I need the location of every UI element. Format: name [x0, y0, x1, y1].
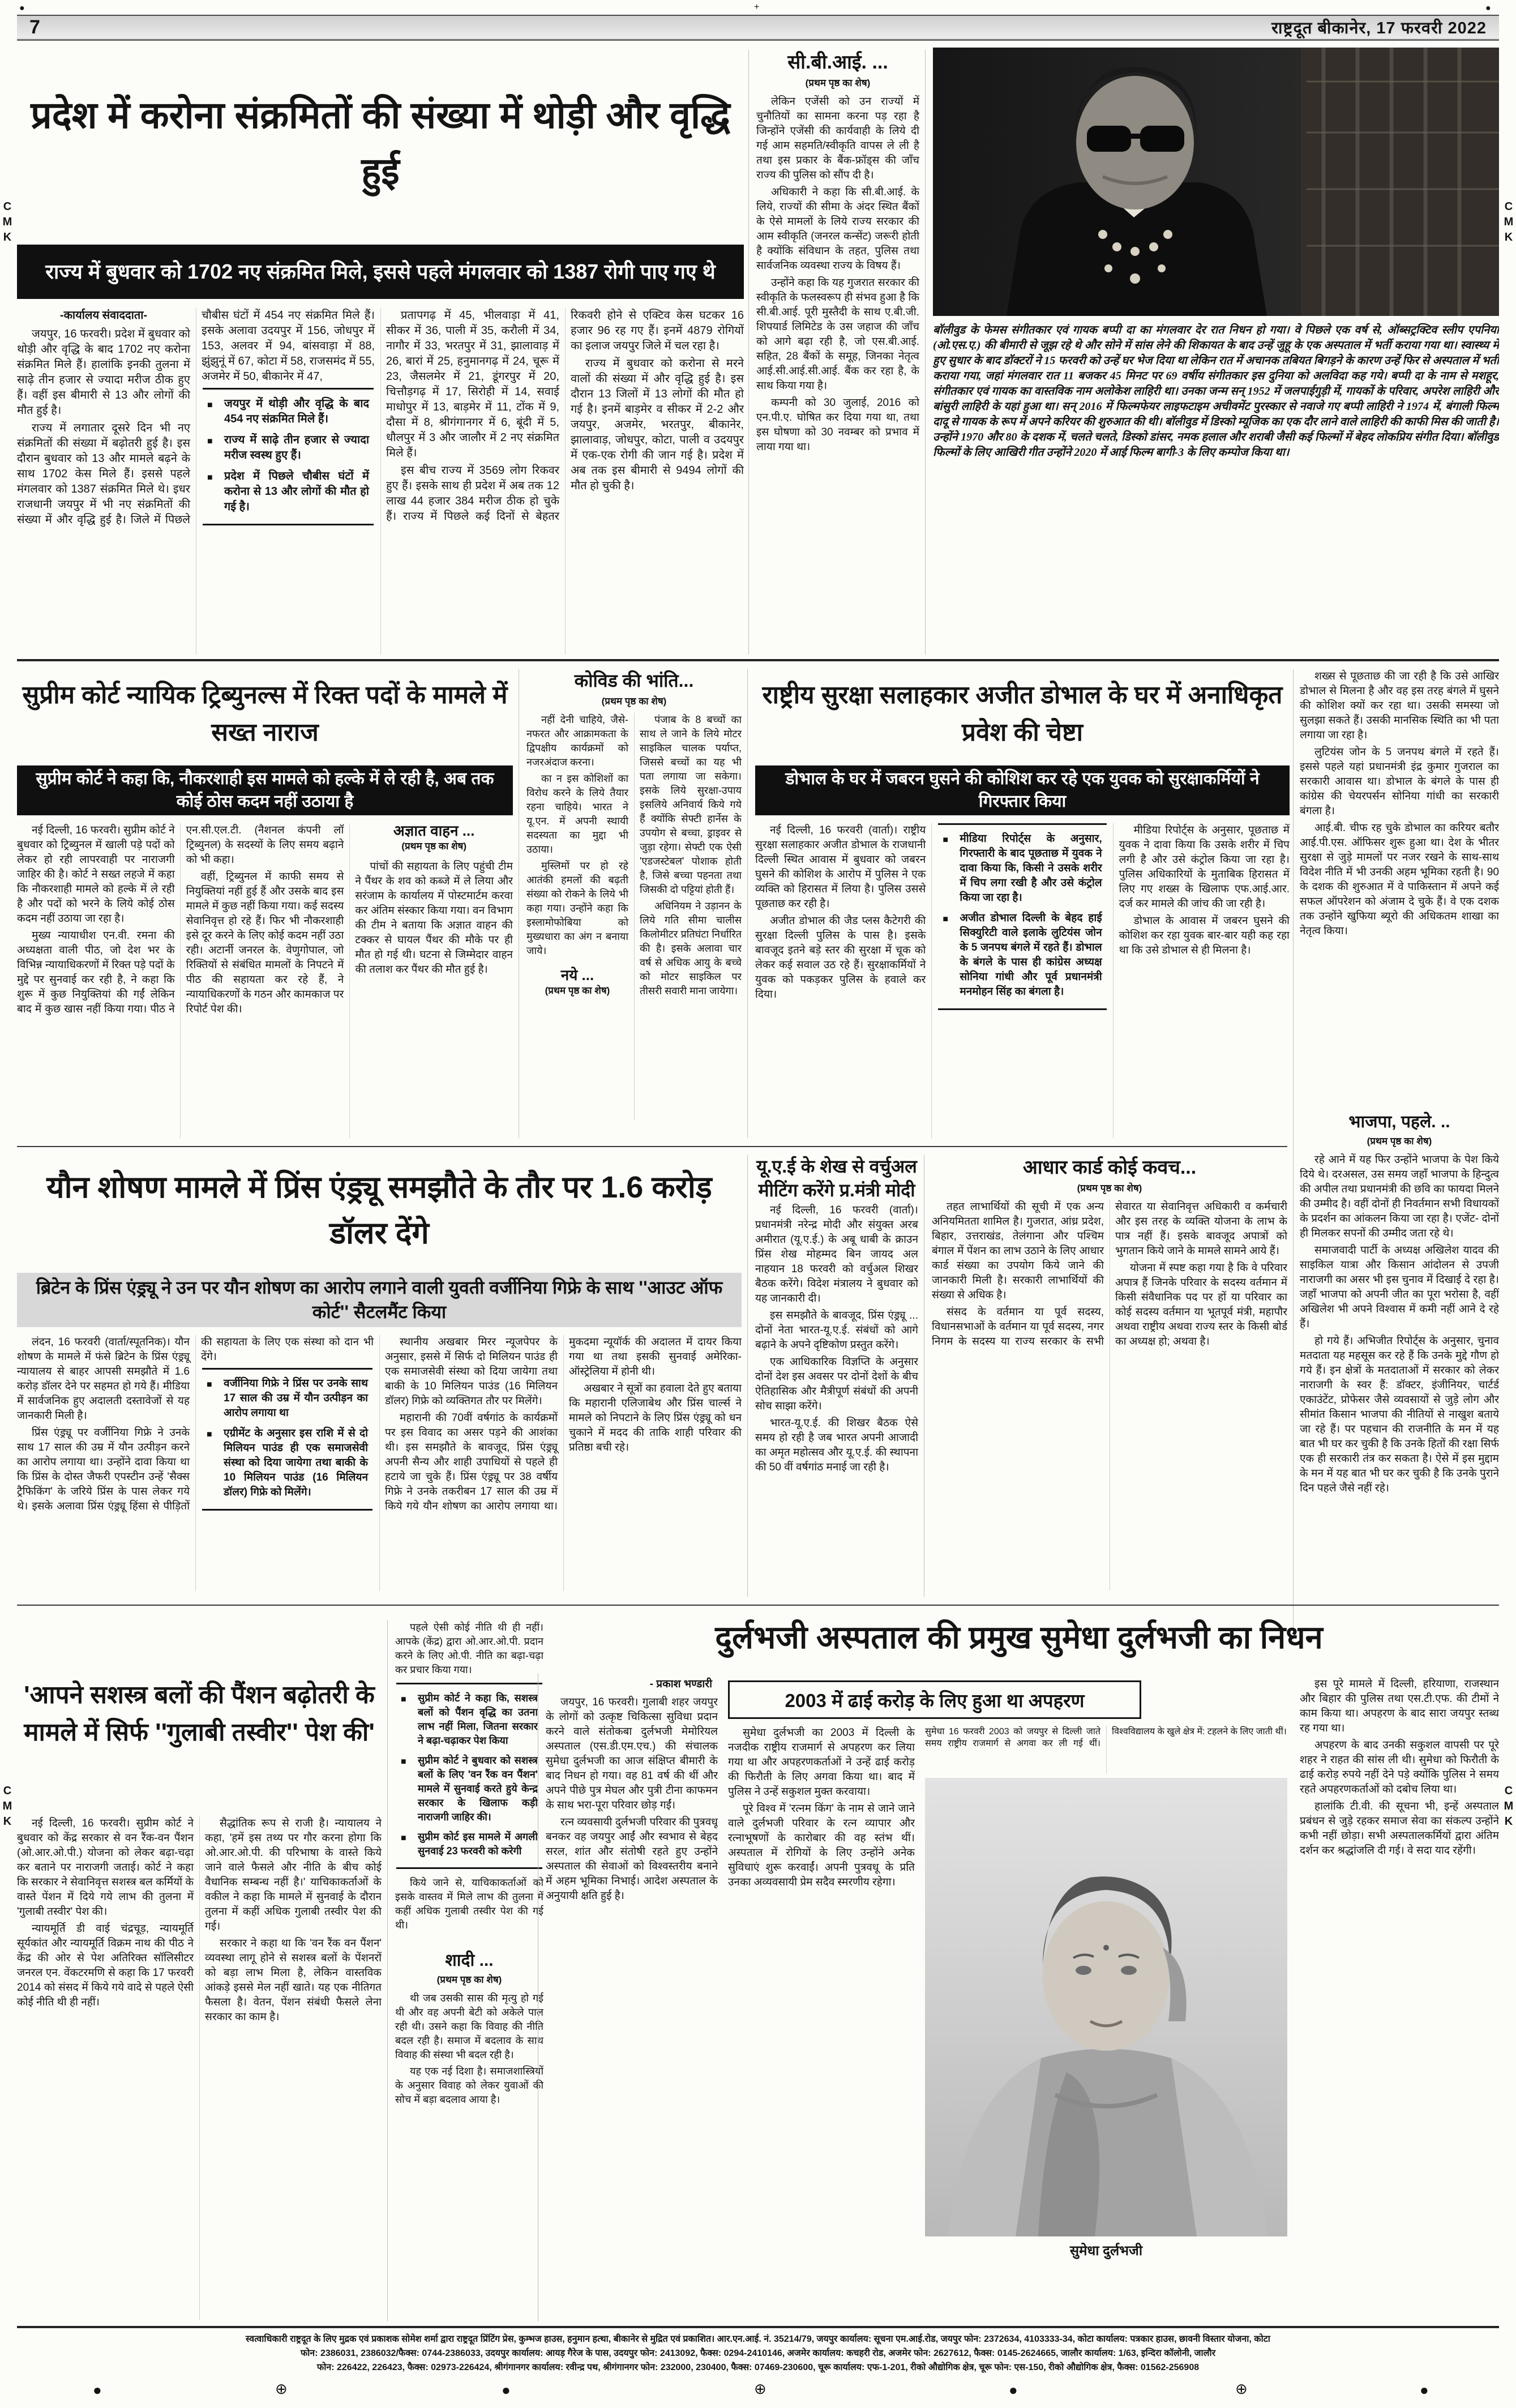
- page-header: [17, 15, 1499, 41]
- imprint-footer: [17, 2333, 1499, 2380]
- text-line: लुटियंस जोन के 5 जनपथ बंगले में रहते हैं। इससे पहले यहां प्रधानमंत्री इंद्र कुमार गुजराल का सरकारी आवास था। डोभाल के बंगले के पास ही कांग्रेस की चेयरपर्सन सोनिया गांधी का सरकारी बंगला है।: [1300, 746, 1499, 817]
- continued-from-page-one: (प्रथम पृष्ठ का शेष): [1367, 1136, 1432, 1147]
- article-aadhaar-title: आधार कार्ड कोई कवच...: [1022, 1157, 1197, 1178]
- registration-dot: ●: [502, 2381, 511, 2398]
- cmk-letter: M: [2, 216, 12, 228]
- text-line: रहे आने में यह फिर उन्होंने भाजपा के पेश किये दिये थे। दरअसल, उस समय जहाँ भाजपा के हिन्दुत्व की अपील तथा प्रधानमंत्री की छवि का फायदा मिलने की उम्मीद है। वहीं दोनों ही निवर्तमान सभी विधायकों के प्रदर्शन का आंकलन किया जा रहा है। एजेंट- दोनों ही मिलकर सपनों की उम्मीद जता रहे थे।: [1300, 1154, 1499, 1239]
- body-paragraphs: [1300, 669, 1499, 939]
- text-line: मीडिया रिपोर्ट्स के अनुसार, पूछताछ में युवक ने दावा किया कि उसके शरीर में चिप लगी है और उसे कंट्रोल किया जा रहा है। पुलिस अधिकारियों के मुताबिक हिरासत में लिए गए शख्स के खिलाफ एफ.आई.आर. दर्ज कर मामले की जांच की जा रही है।: [1119, 824, 1290, 910]
- article-tribunal-headline: सुप्रीम कोर्ट न्यायिक ट्रिब्युनल्स में रिक्त पदों के मामले में सख्त नाराज: [22, 681, 508, 746]
- article-tribunal-body: [17, 823, 513, 1138]
- highlight-bullet: ■ सुप्रीम कोर्ट इस मामले में अगली सुनवाई 23 फरवरी को करेगी: [401, 1830, 538, 1858]
- pension-side-column: [395, 1620, 543, 2321]
- article-covid-continuation: [526, 669, 742, 1138]
- cmk-mark-right-bottom: [1502, 1783, 1515, 1829]
- text-line: इस पूरे मामले में दिल्ली, हरियाणा, राजस्थान और बिहार की पुलिस तथा एस.टी.एफ. की टीमों ने काम किया था। अपहरण के बाद सारा जयपुर स्तब्ध रह गया था।: [1300, 1678, 1499, 1734]
- section-divider: [17, 1146, 1287, 1147]
- cmk-letter: K: [1504, 231, 1513, 243]
- text-line: लंदन, 16 फरवरी (वार्ता/स्पूतनिक)। यौन शोषण के मामले में फंसे ब्रिटेन के प्रिंस एंड्र्यू न्यायालय से बाहर आपसी समझौते में 1.6 करोड़ डॉलर देने पर सहमत हो गये हैं। मीडिया में सार्वजनिक हुए अदालती दस्तावेजों से यह जानकारी मिली है।: [17, 1336, 190, 1422]
- sumedha-durlabhji-photo: [925, 1778, 1287, 2236]
- text-line: डोभाल के आवास में जबरन घुसने की कोशिश कर रहा युवक बार-बार यही कह रहा था कि उसे डोभाल से ही मिलना है।: [1119, 915, 1290, 956]
- bappi-lahiri-photo: [933, 48, 1499, 316]
- text-line: राज्य में लगातार दूसरे दिन भी नए संक्रमितों की संख्या में बढ़ोतरी हुई है। इस दौरान बुधवार को 13 और मामले बढ़ने के साथ 1702 केस मिले हैं। इससे पहले मंगलवार को 1387 संक्रमित मिले थे। इधर राजधानी जयपुर में भी नए संक्रमितों की संख्या में और वृद्धि हुई है। जिले में पिछले चौबीस घंटों में 454 नए संक्रमित मिले हैं। इसके अलावा उदयपुर में 156, जोधपुर में 153, अलवर में 94, बांसवाड़ा में 88, झुंझुनूं में 67, कोटा में 58, राजसमंद में 55, अजमेर में 50, बीकानेर में 47,: [17, 309, 375, 526]
- text-line: न्यायमूर्ति डी वाई चंद्रचूड़, न्यायमूर्ति सूर्यकांत और न्यायमूर्ति विक्रम नाथ की पीठ ने केंद्र की ओर से पेश अतिरिक्त सॉलिसीटर जनरल एन. वेंकटरमणि से कहा कि 17 फरवरी 2014 को संसद में किये गये वादे से पहले ऐसी कोई नीति थी ही नहीं।: [17, 1923, 194, 2008]
- article-andrew-sub head: ब्रिटेन के प्रिंस एंड्र्यू ने उन पर यौन शोषण का आरोप लगाने वाली युवती वर्जीनिया गिफ्रे के साथ ''आउट ऑफ कोर्ट'' सैटलमैंट किया: [17, 1273, 742, 1327]
- article-cbi-title: सी.बी.आई. ...: [787, 52, 888, 73]
- registration-target: ⊕: [1235, 2380, 1248, 2397]
- imprint-line: फोन: 226422, 226423, फैक्स: 02973-226424, श्रीगंगानगर कार्यालय: रवीन्द्र पथ, श्रीगंगानगर फोन: 232000, 230400, फैक्स: 07469-230600, चूरू कार्यालय: एफ-1-201, रीको औद्योगिक क्षेत्र, चूरू फोन: एस-150, रीको औद्योगिक क्षेत्र, फैक्स: 01562-256908: [316, 2363, 1200, 2372]
- body-paragraphs: [17, 1816, 382, 2025]
- continued-from-page-one: (प्रथम पृष्ठ का शेष): [401, 841, 466, 852]
- page-number: 7: [29, 16, 40, 38]
- text-line: स्थानीय अखबार मिरर न्यूजपेपर के अनुसार, इससे में सिर्फ दो मिलियन पाउंड ही एक समाजसेवी संस्था को दिया जायेगा तथा बाकी के 10 मिलियन पाउंड (16 मिलियन डॉलर) गिफ्रे को व्यक्तिगत तौर पर मिलेंगे।: [385, 1336, 558, 1407]
- highlight-bullet: ■ एग्रीमेंट के अनुसार इस राशि में से दो मिलियन पाउंड ही एक समाजसेवी संस्था को दिया जायेगा तथा बाकी के 10 मिलियन पाउंड (16 मिलियन डॉलर) गिफ्रे को मिलेंगे।: [207, 1426, 368, 1500]
- cmk-letter: M: [1504, 216, 1514, 228]
- text-line: हो गये हैं। अभिजीत रिपोर्ट्स के अनुसार, चुनाव मतदाता यह महसूस कर रहे हैं कि उनके मुद्दे गौण हो गये हैं। इन क्षेत्रों के मतदाताओं में सरकार को लेकर नाराजगी के स्वर हैं: डॉक्टर, इंजीनियर, चार्टर्ड एकाउंटेंट, प्रोफेसर जैसे व्यवसायों से जुड़े लोग और सीमांत किसान भाजपा की नीतियों से नाखुश बताये जा रहे हैं। पर पहचान की राजनीति के मन में यह बात भी घर कर चुकी है कि उनके हितों की रक्षा सिर्फ एक ही सरकारी तंत्र कर सकता है। ऐसे में इस मुद्दाम के मन में यह बात भी घर कर चुकी है कि उनके पुराने दिन पहले जैसे नहीं रहे।: [1300, 1335, 1499, 1494]
- article-covid-title: कोविड की भांति...: [574, 670, 694, 691]
- cmk-letter: C: [3, 1785, 12, 1797]
- cmk-letter: C: [1504, 200, 1513, 213]
- registration-dot: ●: [93, 2381, 102, 2398]
- article-unknown-vehicle-title: अज्ञात वाहन ...: [393, 823, 475, 839]
- article-shaadi-title: शादी ...: [445, 1951, 494, 1970]
- text-line: अखबार ने सूत्रों का हवाला देते हुए बताया कि महारानी एलिजाबेथ और प्रिंस चार्ल्स ने मामले को निपटाने के लिए प्रिंस एंड्र्यू को धन चुकाने में मदद की ताकि शाही परिवार की प्रतिष्ठा बची रहे।: [569, 1383, 742, 1453]
- cmk-letter: C: [1504, 1785, 1513, 1797]
- highlights-box: [396, 1683, 542, 1869]
- text-line: तहत लाभार्थियों की सूची में एक अन्य अनियमितता शामिल है। गुजरात, आंध्र प्रदेश, बिहार, उत्तराखंड, तेलंगाना और पश्चिम बंगाल में पेंशन का लाभ उठाने के लिए आधार कार्ड संख्या का उपयोग किये जाने की जानकारी मिली है। सरकारी लाभार्थियों की संख्या से अधिक है।: [932, 1201, 1104, 1302]
- text-line: जयपुर, 16 फरवरी। प्रदेश में बुधवार को थोड़ी और वृद्धि के बाद 1702 नए करोना संक्रमित मिले हैं। हालांकि इनकी तुलना में साढ़े तीन हजार से ज्यादा मरीज ठीक हुए हैं। वहीं इस बीमारी से 13 और लोगों की मौत हुई है।: [17, 328, 190, 417]
- bappi-lahiri-photo-art: [933, 48, 1499, 316]
- registration-cross: +: [754, 2, 760, 12]
- bappi-lahiri-caption: बॉलीवुड के फेमस संगीतकार एवं गायक बप्पी दा का मंगलवार देर रात निधन हो गया। वे पिछले एक वर्ष से, ऑब्सट्रक्टिव स्लीप एपनिया (ओ.एस.ए.) की बीमारी से जूझ रहे थे और सोने में सांस लेने की शिकायत के बाद उन्हें जुहू के एक अस्पताल में भर्ती कराया गया था। स्वास्थ्य में हुए सुधार के बाद डॉक्टरों ने 15 फरवरी को उन्हें घर भेज दिया था लेकिन रात में अचानक तबियत बिगड़ने के कारण उन्हें फिर से अस्पताल में भर्ती कराया गया, जहां मंगलवार रात 11 बजकर 45 मिनट पर 69 वर्षीय संगीतकार इस दुनिया को अलविदा कह गये। बप्पी दा के नाम से मशहूर, संगीतकार एवं गायक का वास्तविक नाम अलोकेश लाहिरी था। उनका जन्म सन् 1952 में जलपाईगुड़ी में, गायकों के परिवार, अपरेश लाहिरी और बांसुरी लाहिरी के यहां हुआ था। सन् 2016 में फिल्मफेयर लाइफटाइम अचीवमेंट पुरस्कार से नवाजे गए बप्पी लाहिरी ने 1974 में, बंगाली फिल्म दादू से गायक के रूप में अपने करियर की शुरुआत की थी। बॉलीवुड में डिस्को म्यूजिक का एक दौर लाने वाले लाहिरी की काफी मिस की जाती है। उन्होंने 1970 और 80 के दशक में, चलते चलते, डिस्को डांसर, नमक हलाल और शराबी जैसी कई फिल्मों में बेहद लोकप्रिय संगीत दिया। बॉलीवुड फिल्मों के लिए आखिरी गीत उन्होंने 2020 में आई फिल्म बागी-3 के लिए कम्पोज किया था।: [933, 324, 1499, 459]
- highlight-bullet: ■ प्रदेश में पिछले चौबीस घंटों में करोना से 13 और लोगों की मौत हो गई है।: [207, 469, 369, 515]
- highlights-box: [938, 823, 1106, 1010]
- text-line: मुख्य न्यायाधीश एन.वी. रमना की अध्यक्षता वाली पीठ, जो देश भर के विभिन्न न्यायाधिकरणों में रिक्त पड़े पदों के मुद्दे पर सुनवाई कर रही है, ने कहा कि शुरू में कुछ नियुक्तियां की गईं लेकिन बाद में कुछ खास नहीं किया गया। पीठ ने एन.सी.एल.टी. (नैशनल कंपनी लॉ ट्रिब्युनल) के सदस्यों के लिए समय बढ़ाने को भी कहा।: [17, 824, 344, 1015]
- column-rule: [748, 50, 749, 655]
- text-line: अपहरण के बाद उनकी सकुशल वापसी पर पूरे शहर ने राहत की सांस ली थी। सुमेधा को फिरौती के ढाई करोड़ रुपये नहीं देने पड़े क्योंकि पुलिस ने समय रहते अपहरणकर्ताओं को दबोच लिया था।: [1300, 1739, 1499, 1795]
- body-paragraphs: [385, 1335, 742, 1514]
- article-durlabhji-photo-strip-text: [925, 1726, 1287, 1773]
- body-paragraphs: [932, 1200, 1287, 1590]
- text-line: सैद्धांतिक रूप से राजी है। न्यायालय ने कहा, 'हमें इस तथ्य पर गौर करना होगा कि ओ.आर.ओ.पी. की परिभाषा के वास्ते किये जाने वाले फैसले और नीति के बीच कोई वैधानिक सम्बन्ध नहीं है।' याचिकाकर्ताओं के वकील ने कहा कि मामले में सुनवाई के दौरान तुलना में कहीं अधिक गुलाबी तस्वीर पेश की गई।: [205, 1817, 382, 1932]
- highlights-box: [203, 388, 374, 525]
- body-paragraphs: [386, 308, 744, 528]
- text-line: प्रिंस एंड्र्यू पर वर्जीनिया गिफ्रे ने उनके साथ 17 साल की उम्र में यौन उत्पीड़न करने का आरोप लगाया था। उन्होंने दावा किया था कि प्रिंस के दोस्त जैफरी एपस्टीन उन्हें 'सैक्स ट्रैफिकिंग' के जरिये प्रिंस के पास लेकर गये थे। इसके अलावा प्रिंस एंड्र्यू हिंसा से पीड़ितों की सहायता के लिए एक संस्था को दान भी देंगे।: [17, 1336, 374, 1512]
- article-cbi-continuation: [756, 50, 919, 655]
- body-paragraphs: [395, 1991, 543, 2109]
- cmk-mark-left-bottom: [1, 1783, 14, 1829]
- text-line: भारत-यू.ए.ई. की शिखर बैठक ऐसे समय हो रही है जब भारत अपनी आजादी का अमृत महोत्सव और यू.ए.ई. की स्थापना की 50 वीं वर्षगांठ मनाई जा रही है।: [755, 1417, 918, 1474]
- text-line: योजना में स्पष्ट कहा गया है कि वे परिवार अपात्र हैं जिनके परिवार के सदस्य वर्तमान में किसी संवैधानिक पद पर हों या परिवार का कोई सदस्य वर्तमान या भूतपूर्व मंत्री, महापौर अथवा राष्ट्रीय अथवा राज्य स्तर के किसी बोर्ड का अध्यक्ष हो; अथवा है।: [1115, 1262, 1287, 1348]
- article-doval-right-column: [1300, 669, 1499, 1103]
- text-line: सुमेधा दुर्लभजी का 2003 में दिल्ली के नजदीक राष्ट्रीय राजमार्ग से अपहरण कर लिया गया था और अपहरणकर्ताओं ने उन्हें ढाई करोड़ की फिरौती के लिए अगवा किया था। बाद में पुलिस ने उन्हें सकुशल मुक्त करवाया।: [728, 1727, 915, 1798]
- article-doval-headline: राष्ट्रीय सुरक्षा सलाहकार अजीत डोभाल के घर में अनाधिकृत प्रवेश की चेष्टा: [762, 681, 1283, 746]
- text-line: जयपुर, 16 फरवरी। गुलाबी शहर जयपुर के लोगों को उत्कृष्ट चिकित्सा सुविधा प्रदान करने वाले संतोकबा दुर्लभजी मेमोरियल अस्पताल (एस.डी.एम.एच.) की संचालक सुमेधा दुर्लभजी का आज संक्षिप्त बीमारी के बाद निधन हो गया। वह 81 वर्ष की थीं और अपने पीछे पुत्र मेघल और पुत्री टीना काफमन के साथ भरा-पूरा परिवार छोड़ गईं।: [546, 1696, 718, 1811]
- masthead: राष्ट्रदूत बीकानेर, 17 फरवरी 2022: [1271, 19, 1487, 37]
- cmk-letter: M: [2, 1800, 12, 1812]
- cmk-letter: K: [1504, 1815, 1513, 1828]
- article-corona-body: [17, 308, 744, 655]
- highlight-bullet: ■ सुप्रीम कोर्ट ने कहा कि, सशस्त्र बलों को पैंशन वृद्धि का उतना लाभ नहीं मिला, जितना सरकार ने बढ़ा-चढ़ाकर पेश किया: [401, 1691, 538, 1748]
- registration-dot: ●: [1485, 3, 1491, 13]
- section-divider: [17, 1605, 1499, 1606]
- text-line: प्रतापगढ़ में 45, भीलवाड़ा में 41, सीकर में 36, पाली में 35, करौली में 34, नागौर में 33, भरतपुर में 31, झालावाड़ में 26, बारां में 25, हनुमानगढ़ में 24, चूरू में 23, जैसलमेर में 21, डूंगरपुर में 20, चित्तौड़गढ़ में 17, सिरोही में 14, सवाई माधोपुर में 13, बाड़मेर में 11, टोंक में 9, दौसा में 8, श्रीगंगानगर में 6, बूंदी में 5, धौलपुर में 3 और जालौर में 2 नए संक्रमित मिले हैं।: [386, 309, 559, 459]
- body-paragraphs: [1300, 1153, 1499, 1498]
- article-durlabhji-col2: [728, 1726, 915, 2320]
- article-aadhaar-continuation: [932, 1155, 1287, 1597]
- article-corona-headline: प्रदेश में करोना संक्रमितों की संख्या में थोड़ी और वृद्धि हुई: [31, 94, 730, 192]
- body-paragraphs: [1300, 1677, 1499, 1858]
- article-doval-body: [755, 823, 1290, 1138]
- text-line: नई दिल्ली, 16 फरवरी (वार्ता)। प्रधानमंत्री नरेन्द्र मोदी और संयुक्त अरब अमीरात (यू.ए.ई.) के अबू धाबी के क्राउन प्रिंस शेख मोहम्मद बिन जायद अल नाहयान 18 फरवरी को वर्चुअल शिखर बैठक करेंगे। विदेश मंत्रालय ने बुधवार को यह जानकारी दी।: [755, 1204, 918, 1305]
- continued-from-page-one: (प्रथम पृष्ठ का शेष): [601, 695, 667, 707]
- article-durlabhji-col1: [546, 1677, 718, 2320]
- article-naye-title: नये ...: [560, 966, 594, 983]
- text-line: मुस्लिमों पर हो रहे आतंकी हमलों की बढ़ती संख्या को रोकने के लिये भी कहा गया। उन्होंने कहा कि इस्लामोफोबिया को मुख्यधारा का अंग न बनाया जाये।: [526, 859, 628, 956]
- text-line: महारानी की 70वीं वर्षगांठ के कार्यक्रमों पर इस विवाद का असर पड़ने की आशंका थी। इस समझौते के बावजूद, प्रिंस एंड्र्यू अपनी सैन्य और शाही उपाधियों से पहले ही हटाये जा चुके हैं। प्रिंस एंड्र्यू पर 38 वर्षीय गिफ्रे ने उनके तकरीबन 17 साल की उम्र में किये गये यौन शोषण का आरोप लगाया था। मुकदमा न्यूयॉर्क की अदालत में दायर किया गया था तथा इसकी सुनवाई अमेरिका-ऑस्ट्रेलिया में होनी थी।: [385, 1336, 742, 1512]
- imprint-line: स्वत्वाधिकारी राष्ट्रदूत के लिए मुद्रक एवं प्रकाशक सोमेश शर्मा द्वारा राष्ट्रदूत प्रिंटिंग प्रेस, कुम्भज हाउस, हनुमान हत्था, बीकानेर से मुद्रित एवं प्रकाशित। आर.एन.आई. नं. 35214/79, जयपुर कार्यालय: सूचना एम.आई.रोड, जयपुर फोन: 2372634, 4103333-34, कोटा कार्यालय: पत्रकार हाउस, छावनी विस्तार योजना, कोटा: [246, 2334, 1270, 2344]
- column-rule: [925, 50, 926, 655]
- text-line: नई दिल्ली, 16 फरवरी (वार्ता)। राष्ट्रीय सुरक्षा सलाहकार अजीत डोभाल के राजधानी दिल्ली स्थित आवास में बुधवार को जबरन घुसने की कोशिश के आरोप में पुलिस ने एक व्यक्ति को हिरासत में लिया है। पुलिस उससे पूछताछ कर रही है।: [755, 824, 926, 910]
- continued-from-page-one: (प्रथम पृष्ठ का शेष): [1077, 1183, 1142, 1194]
- article-bjp-title: भाजपा, पहले. ..: [1348, 1113, 1450, 1131]
- text-line: अधिनियम ने उड़ानन के लिये गति सीमा चालीस किलोमीटर प्रतिघंटा निर्धारित की है। इसके अलावा चार वर्ष से अधिक आयु के बच्चे को मोटर साइकिल पर तीसरी सवारी माना जायेगा।: [640, 900, 742, 996]
- column-rule: [1293, 669, 1294, 1642]
- registration-target: ⊕: [275, 2380, 288, 2397]
- text-line: उन्होंने कहा कि यह गुजरात सरकार की स्वीकृति के फलस्वरूप ही संभव हुआ है कि सी.बी.आई. पूरी मुस्तैदी के साथ ए.बी.जी. शिपयार्ड लिमिटेड के उस जहाज की जाँच को आगे बढ़ा रही है, जो एस.बी.आई. सहित, 28 बैंकों के समूह, जिनका नेतृत्व आई.सी.आई.सी.आई. बैंक कर रहा है, के साथ किया गया है।: [756, 277, 919, 392]
- article-durlabhji-headline: दुर्लभजी अस्पताल की प्रमुख सुमेधा दुर्लभजी का निधन: [715, 1619, 1323, 1655]
- text-line: पांचों की सहायता के लिए पहुंची टीम ने पैंथर के शव को कब्जे में ले लिया और सरंजाम के कार्यालय में पोस्टमार्टम करवा कर अंतिम संस्कार किया गया। वन विभाग की टीम ने बताया कि अज्ञात वाहन की टक्कर से घायल पैंथर की मौके पर ही मौत हो गई थी। घटना से जिम्मेदार वाहन की तलाश कर पैंथर की मौत हुई है।: [355, 861, 513, 976]
- text-line: शख्स से पूछताछ की जा रही है कि उसे आखिर डोभाल से मिलना है और वह इस तरह बंगले में घुसने की कोशिश क्यों कर रहा था। उसकी समस्या जो सुलझा सकते हैं। उसकी मानसिक स्थिति का भी पता लगाया जा रहा है।: [1300, 670, 1499, 741]
- cmk-mark-left-top: [1, 199, 14, 245]
- highlight-bullet: ■ अजीत डोभाल दिल्ली के बेहद हाई सिक्युरिटी वाले इलाके लुटियंस जोन के 5 जनपथ बंगले में रहते हैं। डोभाल के बंगले के पास ही कांग्रेस अध्यक्ष सोनिया गांधी और पूर्व प्रधानमंत्री मनमोहन सिंह का बंगला है।: [943, 911, 1102, 999]
- body-paragraphs: [756, 95, 919, 457]
- text-line: आई.बी. चीफ रह चुके डोभाल का करियर बतौर आई.पी.एस. ऑफिसर शुरू हुआ था। देश के भीतर सुरक्षा से जुड़े मामलों पर नजर रखने के साथ-साथ विदेश नीति में भी उनकी अहम भूमिका रहती है। 90 के दशक की शुरुआत में वे पाकिस्तान में अपने कई सफल ऑपरेशन को अंजाम दे चुके हैं। वे एक दशक तक उन्होंने खुफिया ब्यूरो की अधिकतम शाखा का नेतृत्व किया।: [1300, 822, 1499, 937]
- text-line: लेकिन एजेंसी को उन राज्यों में चुनौतियों का सामना करना पड़ रहा है जिन्होंने एजेंसी की कार्यवाही के लिये दी गई आम सहमति/स्वीकृति वापस ले ली है तथा इस प्रकार के बैंक-फ्रॉड्स की जाँच राज्य की पुलिस को सौंप दी है।: [756, 96, 919, 182]
- highlight-bullet: ■ राज्य में साढ़े तीन हजार से ज्यादा मरीज स्वस्थ हुए हैं।: [207, 433, 369, 463]
- continued-from-page-one: (प्रथम पृष्ठ का शेष): [545, 985, 610, 996]
- body-paragraph: पहले ऐसी कोई नीति थी ही नहीं। आपके (केंद्र) द्वारा ओ.आर.ओ.पी. प्रदान करने के लिए ओ.पी. नीति का बढ़ा-चढ़ा कर प्रचार किया गया।: [395, 1622, 543, 1675]
- highlight-bullet: ■ सुप्रीम कोर्ट ने बुधवार को सशस्त्र बलों के लिए 'वन रैंक वन पैंशन' मामले में सुनवाई करते हुये केन्द्र सरकार के खिलाफ कड़ी नाराजगी जाहिर की।: [401, 1753, 538, 1824]
- text-line: इस समझौते के बावजूद, प्रिंस एंड्र्यू ... दोनों नेता भारत-यू.ए.ई. संबंधों को आगे बढ़ाने के अपने दृष्टिकोण प्रस्तुत करेंगे।: [755, 1310, 918, 1351]
- registration-dot: ●: [1420, 2381, 1429, 2398]
- article-tribunal-subhead: सुप्रीम कोर्ट ने कहा कि, नौकरशाही इस मामले को हल्के में ले रही है, अब तक कोई ठोस कदम नहीं उठाया है: [17, 765, 513, 815]
- article-corona-subhead: राज्य में बुधवार को 1702 नए संक्रमित मिले, इससे पहले मंगलवार को 1387 रोगी पाए गए थे: [17, 245, 744, 299]
- text-line: राज्य में बुधवार को करोना से मरने वालों की संख्या में और वृद्धि हुई है। इस दौरान 13 जिलों में 13 लोगों की मौत हो गई है। इनमें बाड़मेर व सीकर में 2-2 और जयपुर, अजमेर, भरतपुर, बीकानेर, झालावाड़, जोधपुर, कोटा, पाली व उदयपुर में एक-एक रोगी की जान गई है। प्रदेश में अब तक इस बीमारी से 9494 लोगों की मौत हो चुकी है।: [571, 357, 744, 492]
- highlights-box: [202, 1368, 372, 1511]
- article-uae-modi: [755, 1155, 918, 1597]
- article-pension-body: [17, 1816, 382, 2320]
- article-uae-title: यू.ए.ई के शेख से वर्चुअल मीटिंग करेंगे प्र.मंत्री मोदी: [756, 1156, 917, 1200]
- text-line: थी जब उसकी सास की मृत्यु हो गई थी और वह अपनी बेटी को अकेले पाल रही थी। उसने कहा कि विवाह की नीति बदल रही है। समाज में बदलाव के साथ विवाह की संस्था भी बदल रही है।: [395, 1992, 543, 2060]
- text-line: सरकार ने कहा था कि 'वन रैंक वन पैंशन' व्यवस्था लागू होने से सशस्त्र बलों के पेंशनरों को बड़ा लाभ मिला है, लेकिन वास्तविक आंकड़े इससे मेल नहीं खाते। यह एक नीतिगत फैसला है। वेतन, पेंशन संबंधी फैसले लेना सरकार का काम है।: [205, 1937, 382, 2023]
- registration-dot: ●: [19, 3, 25, 13]
- column-rule: [747, 669, 748, 1138]
- text-line: यह एक नई दिशा है। समाजशास्त्रियों के अनुसार विवाह को लेकर युवाओं की सोच में बड़ा बदलाव आया है।: [395, 2065, 543, 2105]
- cmk-letter: M: [1504, 1800, 1514, 1812]
- article-durlabhji-col5: [1300, 1677, 1499, 2320]
- body-paragraphs: [640, 713, 742, 998]
- article-doval-subhead: डोभाल के घर में जबरन घुसने की कोशिश कर रहे एक युवक को सुरक्षाकर्मियों ने गिरफ्तार किया: [755, 765, 1290, 815]
- text-line: समाजवादी पार्टी के अध्यक्ष अखिलेश यादव की साइकिल यात्रा और किसान आंदोलन से उपजी नाराजगी का असर भी इस चुनाव में दिखाई दे रहा है। जहाँ भाजपा को अपनी जीत का पूरा भरोसा है, वहीं अखिलेश भी अपने विश्वास में कमी नहीं आने दे रहे हैं।: [1300, 1244, 1499, 1330]
- body-paragraphs: [728, 1726, 915, 1890]
- byline: -कार्यालय संवाददाता-: [59, 309, 148, 322]
- text-line: का न इस कोशिशों का विरोध करने के लिये तैयार रहना चाहिये। भारत ने यू.एन. में अपनी स्थायी सदस्यता का मुद्दा भी उठाया।: [526, 772, 628, 855]
- highlight-bullet: ■ जयपुर में थोड़ी और वृद्धि के बाद 454 नए संक्रमित मिले हैं।: [207, 396, 369, 427]
- cmk-letter: K: [3, 231, 12, 243]
- section-divider: [17, 659, 1499, 661]
- article-covid-body: [526, 713, 742, 1120]
- text-line: हालांकि टी.वी. की सूचना भी, इन्हें अस्पताल प्रबंधन से जुड़े रहकर समाज सेवा का संकल्प उन्होंने कभी नहीं छोड़ा। सभी अस्पतालकर्मियों द्वारा अंतिम दर्शन कर श्रद्धांजलि दी गई। वे सदा याद रहेंगी।: [1300, 1800, 1499, 1857]
- cmk-mark-right-top: [1502, 199, 1515, 245]
- sumedha-durlabhji-photo-caption: सुमेधा दुर्लभजी: [1069, 2243, 1143, 2259]
- registration-target: ⊕: [754, 2380, 766, 2397]
- text-line: नहीं देनी चाहिये, जैसे- नफरत और आक्रामकता के द्विपक्षीय कार्यक्रमों को नजरअंदाज करना।: [526, 713, 628, 768]
- article-bjp-continuation: [1300, 1111, 1499, 1642]
- text-line: नई दिल्ली, 16 फरवरी। सुप्रीम कोर्ट ने बुधवार को ट्रिब्युनल में खाली पड़े पदों को लेकर हो रही लापरवाही पर नाराजगी जाहिर की है। कोर्ट ने सख्त लहजे में कहा कि नौकरशाही मामले को हल्के में ले रही है और पदों को भरने के लिये कोई ठोस कदम नहीं उठाया जा रहा है।: [17, 824, 175, 925]
- body-paragraphs: [755, 823, 926, 1002]
- text-line: अजीत डोभाल की जैड प्लस कैटेगरी की सुरक्षा दिल्ली पुलिस के पास है। इसके बावजूद इतने बड़े स्तर की सुरक्षा में चूक को लेकर कई सवाल उठ रहे हैं। सुरक्षाकर्मियों ने युवक को पकड़कर पुलिस के हवाले कर दिया।: [755, 915, 926, 1000]
- highlight-bullet: ■ मीडिया रिपोर्ट्स के अनुसार, गिरफ्तारी के बाद पूछताछ में युवक ने दावा किया कि, किसी ने उसके शरीर में चिप लगा रखी है और उसे कंट्रोल किया जा रहा है।: [943, 832, 1102, 905]
- text-line: संसद के वर्तमान या पूर्व सदस्य, विधानसभाओं के वर्तमान या पूर्व सदस्य, नगर निगम के सदस्य या राज्य सरकार के सभी सेवारत या सेवानिवृत्त अधिकारी व कर्मचारी और इस तरह के व्यक्ति योजना के लाभ के पात्र नहीं हैं। इसके बावजूद अपात्रों को भुगतान किये जाने के मामले सामने आये हैं।: [932, 1201, 1287, 1348]
- body-paragraphs: [755, 1203, 918, 1477]
- sumedha-durlabhji-photo-art: [925, 1778, 1287, 2236]
- text-line: वहीं, ट्रिब्युनल में काफी समय से नियुक्तियां नहीं हुई हैं और उसके बाद इस मामले में कुछ नहीं किया गया। कई सदस्य सेवानिवृत्त हो रहे हैं। फिर भी नौकरशाही इसे दूर करने के लिए कोई कदम नहीं उठा रही। अटार्नी जनरल के. वेणुगोपाल, जो रिक्तियों से संबंधित मामलों के निपटने में पीठ की सहायता कर रहे हैं, ने न्यायाधिकरणों के गठन और कामकाज पर रिपोर्ट पेश की।: [186, 871, 344, 1015]
- highlight-bullet: ■ वर्जीनिया गिफ्रे ने प्रिंस पर उनके साथ 17 साल की उम्र में यौन उत्पीड़न का आरोप लगाया था: [207, 1376, 368, 1421]
- text-line: एक आधिकारिक विज्ञप्ति के अनुसार दोनों देश इस अवसर पर दोनों देशों के बीच ऐतिहासिक और मैत्रीपूर्ण संबंधों की अपनी सोच साझा करेंगे।: [755, 1356, 918, 1413]
- cmk-letter: K: [3, 1815, 12, 1828]
- text-line: नई दिल्ली, 16 फरवरी। सुप्रीम कोर्ट ने बुधवार को केंद्र सरकार से वन रैंक-वन पैंशन (ओ.आर.ओ.पी.) योजना को लेकर बढ़ा-चढ़ा कर बताने पर नाराजगी जताई। कोर्ट ने कहा कि सरकार ने सेवानिवृत्त सशस्त्र बल कर्मियों के वास्ते पेंशन में दिये गये लाभ की तुलना में 'गुलाबी तस्वीर' पेश की।: [17, 1817, 194, 1918]
- cmk-letter: C: [3, 200, 12, 213]
- body-paragraph: किये जाने से, याचिकाकर्ताओं को इसके वास्तव में मिले लाभ की तुलना में कहीं अधिक गुलाबी तस्वीर पेश की गई थी।: [395, 1877, 543, 1931]
- body-paragraphs: [17, 823, 344, 1017]
- article-durlabhji-kidnap-box: 2003 में ढाई करोड़ के लिए हुआ था अपहरण: [728, 1680, 1141, 1719]
- column-rule: [747, 1155, 748, 1597]
- column-rule: [387, 1620, 388, 2321]
- registration-dot: ●: [1009, 2381, 1018, 2398]
- text-line: कम्पनी को 30 जुलाई, 2016 को एन.पी.ए. घोषित कर दिया गया था, तथा इस घोषणा को 30 नवम्बर को प्रभाव में लाया गया था।: [756, 397, 919, 454]
- text-line: पूरे विश्व में 'रत्नम किंग' के नाम से जाने जाने वाले दुर्लभजी परिवार के रत्न व्यापार और रत्नाभूषणों के कारोबार की वह स्तंभ थीं। अस्पताल में रोगियों के लिए उन्होंने अनेक सुविधाएं शुरू करवाईं। अपनी पुत्रवधू के प्रति उनका अव्यवसायी प्रेम सदैव स्मरणीय रहेगा।: [728, 1803, 915, 1888]
- byline: - प्रकाश भण्डारी: [649, 1678, 712, 1690]
- text-line: इस बीच राज्य में 3569 लोग रिकवर हुए हैं। इसके साथ ही प्रदेश में अब तक 12 लाख 44 हजार 384 मरीज ठीक हो चुके हैं। राज्य में पिछले कई दिनों से बेहतर रिकवरी होने से एक्टिव केस घटकर 16 हजार 96 रह गए हैं। इनमें 4879 रोगियों का इलाज जयपुर जिले में चल रहा है।: [386, 309, 744, 523]
- body-paragraphs: [355, 859, 513, 977]
- body-paragraph: सुमेधा 16 फरवरी 2003 को जयपुर से दिल्ली जाते समय राष्ट्रीय राजमार्ग से अगवा कर ली गई थीं। विश्वविद्यालय के खुले क्षेत्र में: टहलने के लिए जाती थीं।: [925, 1727, 1287, 1748]
- continued-from-page-one: (प्रथम पृष्ठ का शेष): [805, 78, 871, 89]
- footer-divider: [17, 2326, 1499, 2328]
- text-line: रत्न व्यवसायी दुर्लभजी परिवार की पुत्रवधू बनकर वह जयपुर आईं और स्वभाव से बेहद सरल, शांत और संतोषी रहते हुए उन्होंने अस्पताल की सेवाओं को विश्वस्तरीय बनाने में अहम भूमिका निभाई। आदेश अस्पताल के अनुयायी क्षति हुई है।: [546, 1816, 718, 1902]
- article-andrew-body: [17, 1335, 742, 1591]
- article-pension-headline: 'आपने सशस्त्र बलों की पैंशन बढ़ोतरी के मामले में सिर्फ ''गुलाबी तस्वीर'' पेश की': [24, 1681, 375, 1746]
- body-paragraphs: [546, 1695, 718, 1904]
- text-line: अधिकारी ने कहा कि सी.बी.आई. के लिये, राज्यों की सीमा के अंदर स्थित बैंकों के ऐसे मामलों के लिये राज्य सरकार की आम स्वीकृति (जनरल कन्सेंट) जरूरी होती है क्योंकि संविधान के तहत, पुलिस तथा सार्वजनिक व्यवस्था राज्य के विषय हैं।: [756, 186, 919, 272]
- continued-from-page-one: (प्रथम पृष्ठ का शेष): [436, 1974, 502, 1985]
- body-paragraphs: [1119, 823, 1290, 958]
- imprint-line: फोन: 2386031, 2386032/फैक्स: 0744-2386033, उदयपुर कार्यालय: आयड़ गैरेज के पास, उदयपुर फोन: 2413092, फैक्स: 0294-2410146, अजमेर कार्यालय: कचहरी रोड, अजमेर फोन: 2627612, फैक्स: 0145-2624665, जालौर कार्यालय: 1/63, इन्दिरा कॉलोनी, जालौर: [300, 2349, 1216, 2358]
- body-paragraphs: [526, 713, 628, 958]
- text-line: पंजाब के 8 बच्चों का साथ ले जाने के लिये मोटर साइकिल चालक पर्याप्त, जिससे बच्चों का यह भी पता लगाया जा सकेगा। इसके लिये सुरक्षा-उपाय इसलिये अनिवार्य किये गये हैं क्योंकि सेफ्टी हार्नेस के उपयोग से बच्चा, ड्राइवर से जुड़ा रहेगा। सेफ्टी एक ऐसी 'एडजस्टेबल' पोशाक होती है, जिसे बच्चा पहनता तथा जिसकी दो पट्टियां होती हैं।: [640, 713, 742, 895]
- article-andrew-headline: यौन शोषण मामले में प्रिंस एंड्र्यू समझौते के तौर पर 1.6 करोड़ डॉलर देंगे: [46, 1170, 712, 1250]
